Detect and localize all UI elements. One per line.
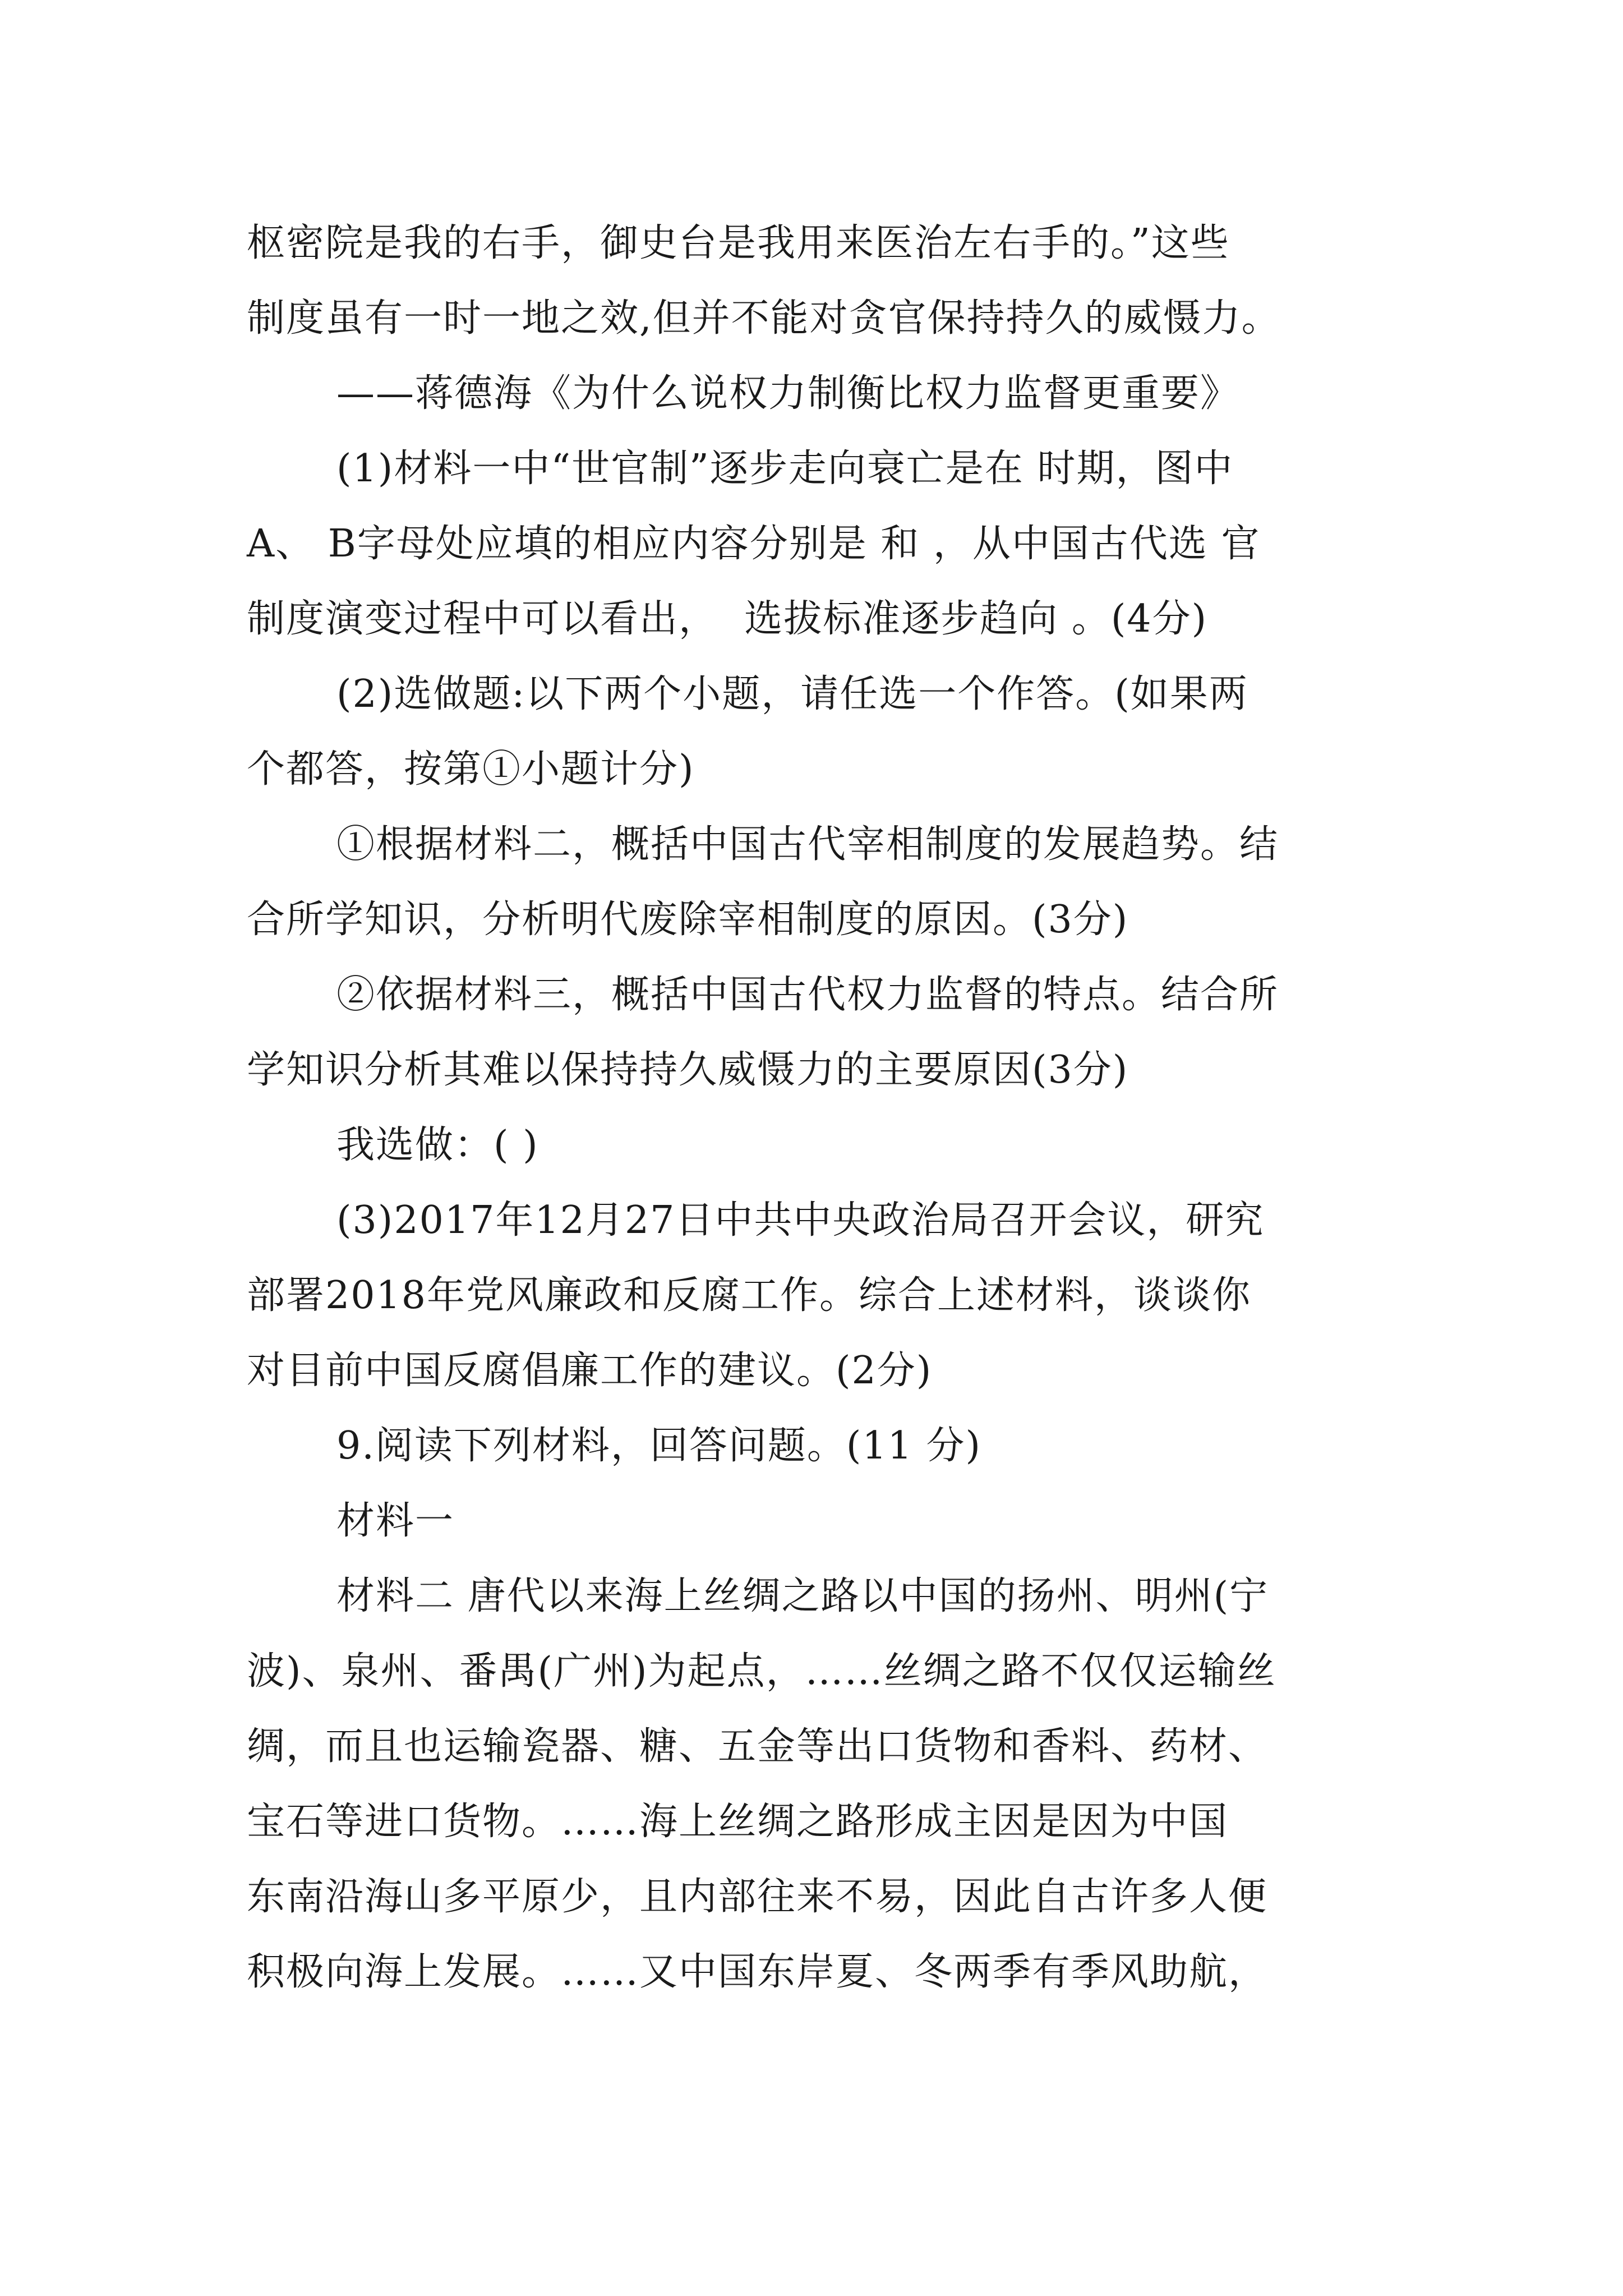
question-9-heading: 9.阅读下列材料，回答问题。(11 分) (336, 1424, 982, 1468)
choice-line: 我选做：( ) (336, 1123, 539, 1167)
text-line: 学知识分析其难以保持持久威慑力的主要原因(3分) (247, 1048, 1129, 1092)
option-2-line: ②依据材料三，概括中国古代权力监督的特点。结合所 (336, 973, 1279, 1017)
question-3-line: (3)2017年12月27日中共中央政治局召开会议，研究 (336, 1198, 1265, 1243)
text-line: 宝石等进口货物。……海上丝绸之路形成主因是因为中国 (247, 1800, 1229, 1844)
text-line: A、 B字母处应填的相应内容分别是 和 ，从中国古代选 官 (247, 522, 1261, 566)
text-line: 个都答，按第①小题计分) (247, 747, 695, 792)
material-2-line: 材料二 唐代以来海上丝绸之路以中国的扬州、明州(宁 (336, 1574, 1269, 1618)
citation-line: ——蒋德海《为什么说权力制衡比权力监督更重要》 (336, 371, 1240, 416)
text-line: 部署2018年党风廉政和反腐工作。综合上述材料，谈谈你 (247, 1273, 1252, 1318)
question-1-line: (1)材料一中“世官制”逐步走向衰亡是在 时期，图中 (336, 447, 1234, 491)
question-2-line: (2)选做题:以下两个小题，请任选一个作答。(如果两 (336, 672, 1248, 716)
text-line: 绸，而且也运输瓷器、糖、五金等出口货物和香料、药材、 (247, 1724, 1268, 1769)
text-line: 对目前中国反腐倡廉工作的建议。(2分) (247, 1349, 933, 1393)
text-line: 东南沿海山多平原少，且内部往来不易，因此自古许多人便 (247, 1875, 1268, 1919)
text-line: 合所学知识，分析明代废除宰相制度的原因。(3分) (247, 898, 1129, 942)
text-line: 波)、泉州、番禺(广州)为起点，……丝绸之路不仅仅运输丝 (247, 1649, 1276, 1694)
text-line: 制度演变过程中可以看出， 选拔标准逐步趋向 。(4分) (247, 597, 1208, 641)
text-line: 枢密院是我的右手，御史台是我用来医治左右手的。”这些 (247, 221, 1230, 265)
text-line: 积极向海上发展。……又中国东岸夏、冬两季有季风助航， (247, 1950, 1268, 1994)
option-1-line: ①根据材料二，概括中国古代宰相制度的发展趋势。结 (336, 822, 1279, 867)
text-line: 制度虽有一时一地之效,但并不能对贪官保持持久的威慑力。 (247, 296, 1281, 341)
material-1-label: 材料一 (336, 1499, 455, 1543)
